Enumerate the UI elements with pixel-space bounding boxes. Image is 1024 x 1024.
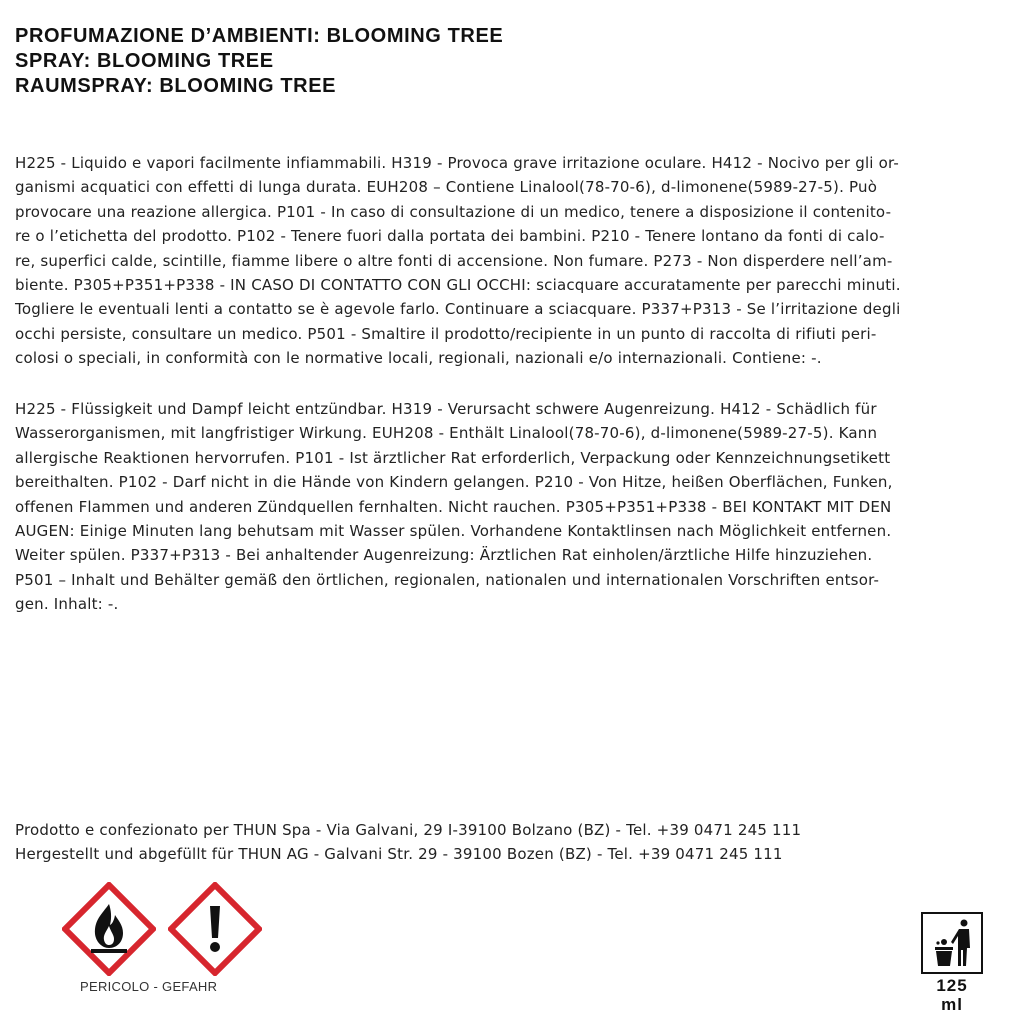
text-line: biente. P305+P351+P338 - IN CASO DI CONTATTO CON GLI OCCHI: sciacquare accuratamente per parecchi minuti. [15,276,901,295]
title-spray: SPRAY: BLOOMING TREE [15,50,274,72]
text-line: occhi persiste, consultare un medico. P501 - Smaltire il prodotto/recipiente in un punto di raccolta di rifiuti peri- [15,324,877,343]
text-line: Weiter spülen. P337+P313 - Bei anhaltender Augenreizung: Ärztlichen Rat einholen/ärztliche Hilfe hinzuziehen. [15,546,873,565]
text-line: bereithalten. P102 - Darf nicht in die Hände von Kindern gelangen. P210 - Von Hitze, heißen Oberflächen, Funken, [15,473,893,492]
text-line: AUGEN: Einige Minuten lang behutsam mit Wasser spülen. Vorhandene Kontaktlinsen nach Möglichkeit entfernen. [15,522,892,541]
text-line: gen. Inhalt: -. [15,595,119,614]
text-line: H225 - Flüssigkeit und Dampf leicht entzündbar. H319 - Verursacht schwere Augenreizung. H412 - Schädlich für [15,400,877,418]
text-line: re, superfici calde, scintille, fiamme libere o altre fonti di accensione. Non fumare. P273 - Non disperdere nell’am- [15,251,893,270]
volume-unit: ml [941,995,963,1014]
manufacturer-italian: Prodotto e confezionato per THUN Spa - Via Galvani, 29 I-39100 Bolzano (BZ) - Tel. +39 0471 245 111 [15,821,802,839]
text-line: allergische Reaktionen hervorrufen. P101 - Ist ärztlicher Rat erforderlich, Verpackung oder Kennzeichnungsetikett [15,448,891,467]
text-line: P501 – Inhalt und Behälter gemäß den örtlichen, regionalen, nationalen und internationalen Vorschriften entsor- [15,570,880,589]
italian-hazard-text [15,151,1005,371]
text-line: re o l’etichetta del prodotto. P102 - Tenere fuori dalla portata dei bambini. P210 - Tenere lontano da fonti di calo- [15,227,885,246]
volume-label [921,976,983,1014]
text-line: H225 - Liquido e vapori facilmente infiammabili. H319 - Provoca grave irritazione oculare. H412 - Nocivo per gli or- [15,154,900,172]
title-german: RAUMSPRAY: BLOOMING TREE [15,75,337,97]
text-line: provocare una reazione allergica. P101 - In caso di consultazione di un medico, tenere a disposizione il contenito- [15,202,892,221]
text-line: colosi o speciali, in conformità con le normative locali, regionali, nazionali e/o internazionali. Contiene: -. [15,349,822,368]
title-italian: PROFUMAZIONE D’AMBIENTI: BLOOMING TREE [15,25,504,47]
product-titles [15,24,503,99]
text-line: Wasserorganismen, mit langfristiger Wirkung. EUH208 - Enthält Linalool(78-70-6), d-limonene(5989-27-5). Kann [15,424,878,443]
flame-icon [62,882,156,980]
manufacturer-info [15,818,801,867]
german-hazard-text [15,397,1005,617]
trash-bin-person-icon [921,912,983,974]
exclamation-mark-icon [168,882,262,980]
text-line: offenen Flammen und anderen Zündquellen fernhalten. Nicht rauchen. P305+P351+P338 - BEI KONTAKT MIT DEN [15,497,892,516]
signal-word: PERICOLO - GEFAHR [80,979,218,994]
text-line: Togliere le eventuali lenti a contatto se è agevole farlo. Continuare a sciacquare. P337+P313 - Se l’irritazione degli [15,300,901,319]
text-line: ganismi acquatici con effetti di lunga durata. EUH208 – Contiene Linalool(78-70-6), d-limonene(5989-27-5). Può [15,178,878,197]
manufacturer-german: Hergestellt und abgefüllt für THUN AG - Galvani Str. 29 - 39100 Bozen (BZ) - Tel. +39 0471 245 111 [15,845,783,864]
volume-number: 125 [936,976,968,995]
